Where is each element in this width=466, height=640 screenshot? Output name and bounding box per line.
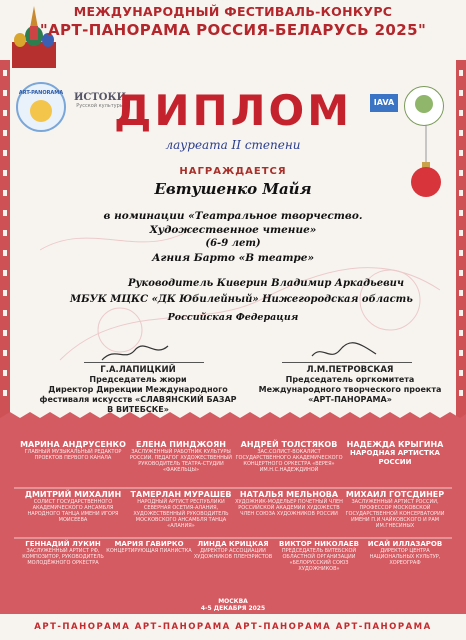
iava-logo: IAVA <box>370 94 398 112</box>
jury-member: ИСАЙ ИЛЛАЗАРОВ ДИРЕКТОР ЦЕНТРА НАЦИОНАЛЬНЫХ КУЛЬТУР, ХОРЕОГРАФ <box>367 540 443 566</box>
jury-member: МАРИЯ ГАВИРКО КОНЦЕРТИРУЮЩАЯ ПИАНИСТКА <box>106 540 192 554</box>
jury-member: ТАМЕРЛАН МУРАШЕВ НАРОДНЫЙ АРТИСТ РЕСПУБЛИКИ СЕВЕРНАЯ ОСЕТИЯ-АЛАНИЯ, ХУДОЖЕСТВЕННЫЙ РУКОВОДИТЕЛЬ МОСКОВСКОГО АНСАМБЛЯ ТАНЦА «АЛАНИЯ» <box>130 490 232 529</box>
jury-member: АНДРЕЙ ТОЛСТЯКОВ ЗАС.СОЛИСТ-ВОКАЛИСТ ГОСУДАРСТВЕННОГО АКАДЕМИЧЕСКОГО КОНЦЕРТНОГО ОРКЕСТРА «ВЕРЕЯ» ИМ.Н.С.НАДЕЖДИНОЙ <box>235 440 343 473</box>
recipient-name: Евтушенко Майя <box>154 180 312 198</box>
event-location <box>0 598 466 612</box>
signatory-petrovskaya-name: Л.М.ПЕТРОВСКАЯ <box>306 365 394 375</box>
awarded-label: НАГРАЖДАЕТСЯ <box>179 166 287 177</box>
jury-member: НАДЕЖДА КРЫГИНА НАРОДНАЯ АРТИСТКА РОССИИ <box>346 440 444 466</box>
jury-member: МАРИНА АНДРУСЕНКО ГЛАВНЫЙ МУЗЫКАЛЬНЫЙ РЕДАКТОР ПРОЕКТОВ ПЕРВОГО КАНАЛА <box>20 440 126 461</box>
art-panorama-logo: ART-PANORAMA <box>16 82 66 132</box>
institution-line: МБУК МЦКС «ДК Юбилейный» Нижегородская область <box>70 294 413 305</box>
jury-member: ЕЛЕНА ПИНДЖОЯН ЗАСЛУЖЕННЫЙ РАБОТНИК КУЛЬТУРЫ РОССИИ, ПЕДАГОГ ХУДОЖЕСТВЕННЫЙ РУКОВОДИТЕЛЬ ТЕАТРА-СТУДИИ «ФАКЕЛЬЦЫ» <box>129 440 233 473</box>
signature-petrovskaya <box>310 340 380 364</box>
leader-line: Руководитель Киверин Владимир Аркадьевич <box>128 278 405 289</box>
nomination-line-2: Художественное чтение» <box>149 224 317 236</box>
signature-lapitsky <box>100 342 170 364</box>
jury-member: ВИКТОР НИКОЛАЕВ ПРЕДСЕДАТЕЛЬ ВИТЕБСКОЙ ОБЛАСТНОЙ ОРГАНИЗАЦИИ «БЕЛОРУССКИЙ СОЮЗ ХУДОЖНИКОВ» <box>279 540 359 572</box>
signature-right-block <box>250 365 450 405</box>
laureate-degree: лауреата II степени <box>165 138 301 152</box>
signatory-lapitsky-title: Председатель жюри Директор Дирекции Международного фестиваля искусств «СЛАВЯНСКИЙ БАЗАР В ВИТЕБСКЕ» <box>39 375 237 414</box>
jury-member: ЛИНДА КРИЦКАЯ ДИРЕКТОР АССОЦИАЦИИ ХУДОЖНИКОВ ПЛЕНЭРИСТОВ <box>193 540 273 560</box>
age-group: (6-9 лет) <box>205 238 261 249</box>
nomination-line-1: в номинации «Театральное творчество. <box>103 210 363 222</box>
jury-member: ГЕННАДИЙ ЛУКИН ЗАСЛУЖЕННЫЙ АРТИСТ РФ, КОМПОЗИТОР, РУКОВОДИТЕЛЬ МОЛОДЁЖНОГО ОРКЕСТРА <box>22 540 104 566</box>
jury-member: НАТАЛЬЯ МЕЛЬНОВА ХУДОЖНИК-МОДЕЛЬЕР ПОЧЕТНЫЙ ЧЛЕН РОССИЙСКОЙ АКАДЕМИИ ХУДОЖЕСТВ ЧЛЕН СОЮЗА ХУДОЖНИКОВ РОССИИ <box>235 490 343 517</box>
jury-list <box>18 440 448 590</box>
event-dates: 4-5 ДЕКАБРЯ 2025 <box>200 605 266 612</box>
istoki-logo: ИСТОКИ Русской культуры <box>73 92 127 109</box>
footer-brand-strip: АРТ-ПАНОРАМА АРТ-ПАНОРАМА АРТ-ПАНОРАМА АРТ-ПАНОРАМА <box>34 622 432 632</box>
diploma-title: ДИПЛОМ <box>113 86 353 135</box>
jury-member: МИХАИЛ ГОТСДИНЕР ЗАСЛУЖЕННЫЙ АРТИСТ РОССИИ, ПРОФЕССОР МОСКОВСКОЙ ГОСУДАРСТВЕННОЙ КОНСЕРВАТОРИИ ИМЕНИ П.И.ЧАЙКОВСКОГО И РАМ ИМ.ГНЕСИНЫХ <box>345 490 445 529</box>
event-place: МОСКВА <box>218 598 248 605</box>
performed-work: Агния Барто «В театре» <box>151 252 315 264</box>
signature-left-block <box>38 365 238 415</box>
signatory-petrovskaya-title: Председатель оргкомитета Международного творческого проекта «АРТ-ПАНОРАМА» <box>258 375 442 404</box>
jury-member: ДМИТРИЙ МИХАЛИН СОЛИСТ ГОСУДАРСТВЕННОГО АКАДЕМИЧЕСКОГО АНСАМБЛЯ НАРОДНОГО ТАНЦА ИМЕНИ ИГОРЯ МОИСЕЕВА <box>24 490 122 523</box>
signatory-lapitsky-name: Г.А.ЛАПИЦКИЙ <box>100 365 176 375</box>
country-line: Российская Федерация <box>167 312 299 323</box>
festival-line-1: МЕЖДУНАРОДНЫЙ ФЕСТИВАЛЬ-КОНКУРС <box>73 4 393 19</box>
festival-line-2: "АРТ-ПАНОРАМА РОССИЯ-БЕЛАРУСЬ 2025" <box>39 21 427 39</box>
